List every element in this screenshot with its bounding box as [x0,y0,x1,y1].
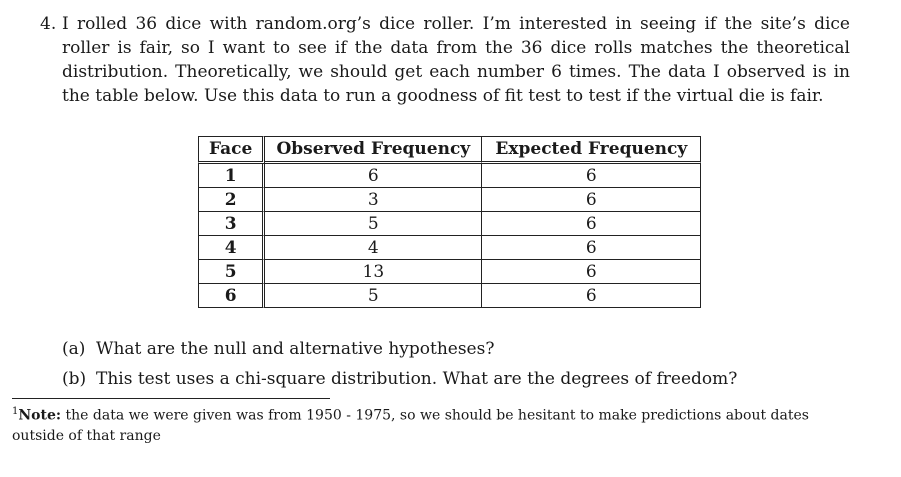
table-header-row [198,136,701,164]
expected-cell: 6 [482,188,701,212]
table-row [198,188,701,212]
header-observed: Observed Frequency [265,136,482,164]
expected-cell: 6 [482,212,701,236]
footnote-text: the data we were given was from 1950 - 1975, so we should be hesitant to make predictions about dates outside of that range [12,407,809,444]
footnote-divider [12,398,330,399]
table-row [198,164,701,188]
face-cell: 2 [198,188,265,212]
observed-cell: 6 [265,164,482,188]
frequency-table [198,136,701,308]
table-row [198,260,701,284]
expected-cell: 6 [482,236,701,260]
observed-cell: 3 [265,188,482,212]
footnote [12,402,852,446]
face-cell: 6 [198,284,265,308]
observed-cell: 5 [265,284,482,308]
observed-cell: 13 [265,260,482,284]
part-label: (a) [62,339,86,359]
problem-statement [40,12,850,108]
expected-cell: 6 [482,284,701,308]
observed-cell: 4 [265,236,482,260]
part-text: This test uses a chi-square distribution. What are the degrees of freedom? [96,369,738,389]
face-cell: 5 [198,260,265,284]
face-cell: 4 [198,236,265,260]
question-part-a [62,334,737,364]
part-label: (b) [62,369,87,389]
problem-number: 4. [40,14,57,34]
question-part-b [62,364,737,394]
table-row [198,236,701,260]
question-parts [62,334,737,394]
part-text: What are the null and alternative hypotheses? [96,339,495,359]
header-expected: Expected Frequency [482,136,701,164]
footnote-marker: 1 [12,406,19,417]
table-row [198,212,701,236]
expected-cell: 6 [482,164,701,188]
problem-text: I rolled 36 dice with random.org’s dice roller. I’m interested in seeing if the site’s dice roller is fair, so I want to see if the data from the 36 dice rolls matches the theoretical distribution. Theoretically, we should get each number 6 times. The data I observed is in the table below. Use this data to run a goodness of fit test to test if the virtual die is fair. [62,14,850,106]
header-face: Face [198,136,265,164]
observed-cell: 5 [265,212,482,236]
footnote-lead: Note: [18,407,62,424]
face-cell: 1 [198,164,265,188]
expected-cell: 6 [482,260,701,284]
table-row [198,284,701,308]
face-cell: 3 [198,212,265,236]
